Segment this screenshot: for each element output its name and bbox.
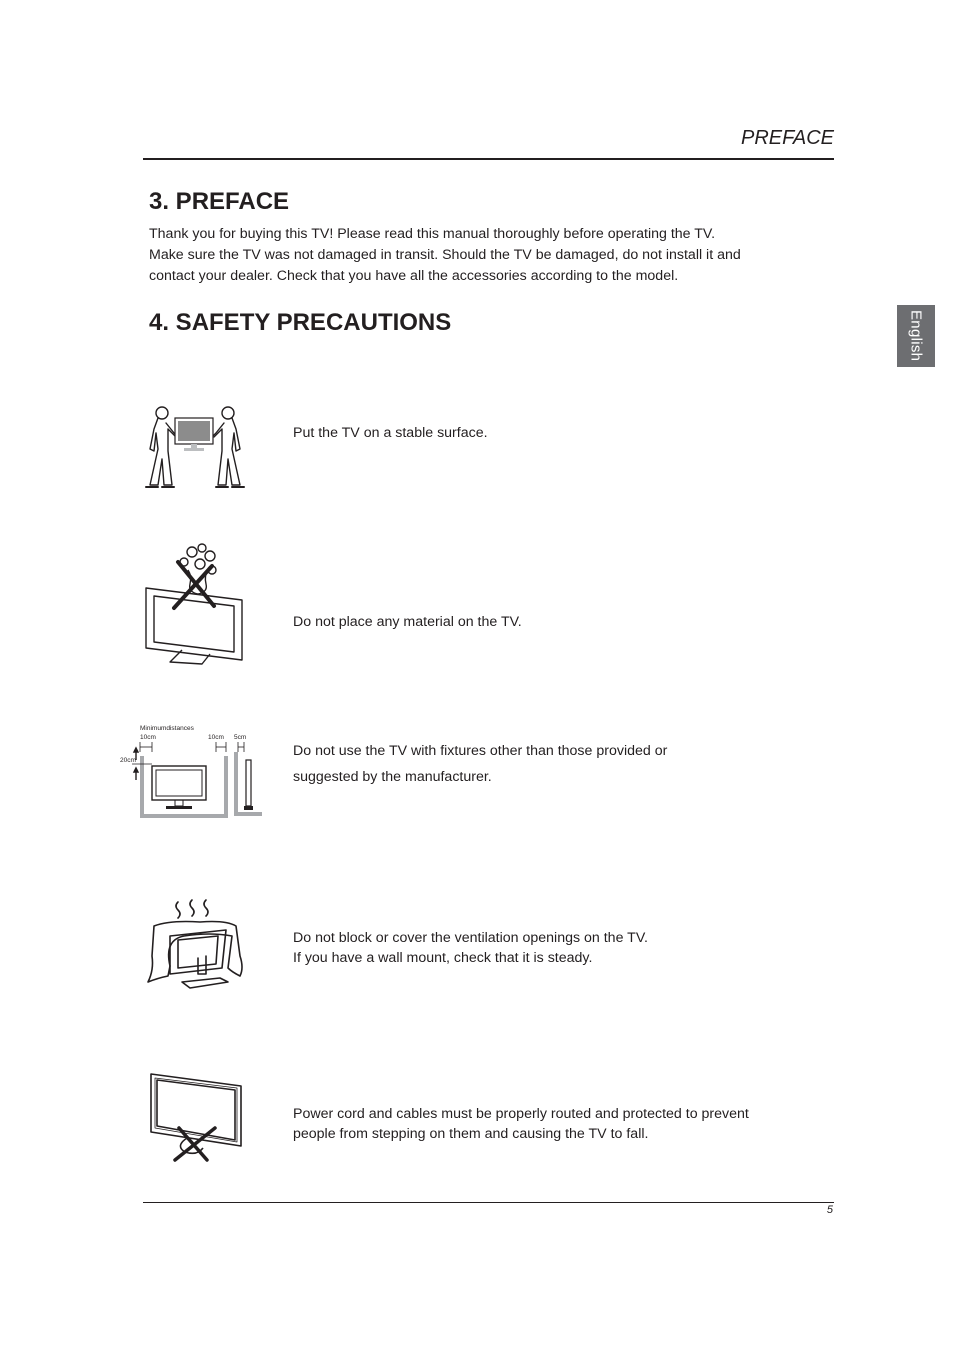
safety-item-line: suggested by the manufacturer.: [293, 769, 492, 785]
preface-line: contact your dealer. Check that you have all the accessories according to the model.: [149, 268, 679, 284]
preface-line: Make sure the TV was not damaged in transit. Should the TV be damaged, do not install it and: [149, 247, 741, 263]
safety-item-5: [293, 1105, 793, 1144]
language-tab-label: English: [907, 310, 925, 362]
safety-item-4: [293, 929, 793, 968]
header-rule: [143, 158, 834, 160]
carry-tv-illustration: [140, 403, 252, 491]
ventilation-illustration: [140, 896, 252, 991]
minimum-distances-diagram: [118, 722, 266, 822]
safety-heading: 4. SAFETY PRECAUTIONS: [149, 309, 452, 336]
rear-gap-label: 5cm: [234, 734, 247, 741]
covered-tv-heat-icon: [140, 896, 252, 991]
two-people-carrying-tv-icon: [140, 403, 252, 491]
safety-item-line: Do not place any material on the TV.: [293, 614, 522, 630]
language-tab: [897, 305, 935, 367]
safety-item-line: people from stepping on them and causing the TV to fall.: [293, 1125, 649, 1142]
power-cord-illustration: [145, 1068, 250, 1166]
preface-heading: 3. PREFACE: [149, 188, 290, 215]
no-objects-illustration: [140, 540, 252, 670]
cable-tripping-crossed-icon: [145, 1068, 250, 1166]
safety-item-2: [293, 614, 793, 630]
vase-on-tv-crossed-icon: [140, 540, 252, 670]
top-gap-label: 20cm: [120, 757, 136, 764]
safety-item-1: [293, 425, 793, 441]
page-number: 5: [826, 1204, 833, 1216]
right-gap-label: 10cm: [208, 734, 224, 741]
footer-rule: [143, 1202, 834, 1203]
preface-body: [149, 224, 799, 287]
preface-line: Thank you for buying this TV! Please read this manual thoroughly before operating the TV.: [149, 226, 716, 242]
left-gap-label: 10cm: [140, 734, 156, 741]
safety-item-3: [293, 738, 793, 790]
safety-item-line: If you have a wall mount, check that it is steady.: [293, 949, 593, 966]
safety-item-line: Power cord and cables must be properly routed and protected to prevent: [293, 1106, 749, 1122]
diagram-title: Minimumdistances: [140, 725, 194, 732]
safety-item-line: Do not use the TV with fixtures other than those provided or: [293, 743, 668, 759]
safety-item-line: Do not block or cover the ventilation openings on the TV.: [293, 930, 648, 946]
running-header: PREFACE: [741, 127, 834, 149]
safety-item-line: Put the TV on a stable surface.: [293, 425, 488, 441]
